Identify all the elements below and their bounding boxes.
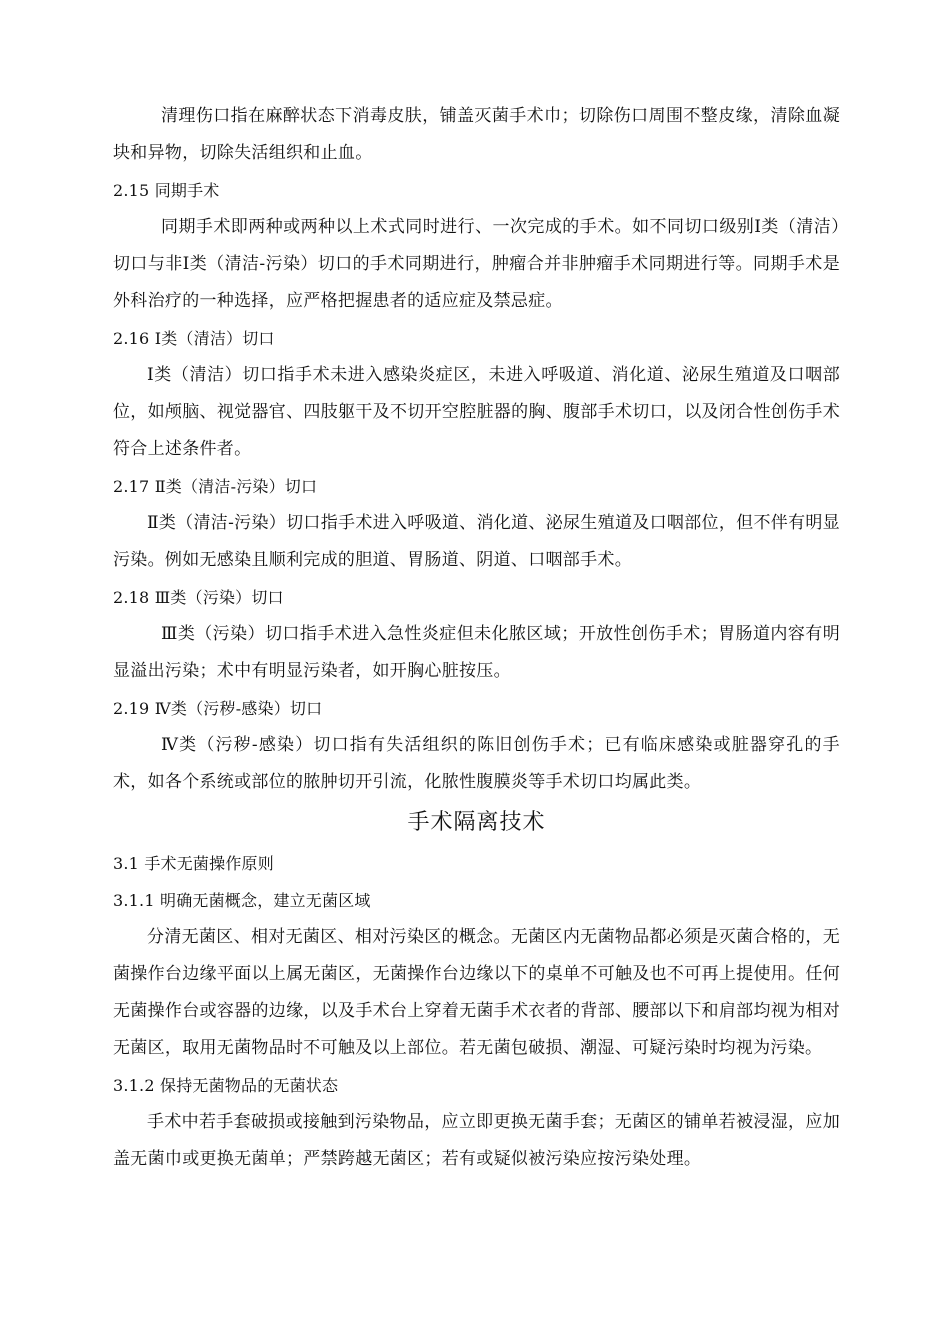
section-title: 手术隔离技术 <box>407 810 546 835</box>
heading-2-15: 2.15 同期手术 <box>113 181 220 200</box>
heading-3-1: 3.1 手术无菌操作原则 <box>113 854 274 873</box>
heading-2-16: 2.16 Ⅰ类（清洁）切口 <box>113 329 275 348</box>
heading-2-18: 2.18 Ⅲ类（污染）切口 <box>113 588 284 607</box>
heading-2-17: 2.17 Ⅱ类（清洁-污染）切口 <box>113 477 318 496</box>
document-page <box>113 98 840 1178</box>
heading-2-19: 2.19 Ⅳ类（污秽-感染）切口 <box>113 699 323 718</box>
paragraph-class-2-incision: Ⅱ类（清洁-污染）切口指手术进入呼吸道、消化道、泌尿生殖道及口咽部位，但不伴有明显污染。例如无感染且顺利完成的胆道、胃肠道、阴道、口咽部手术。 <box>113 513 840 570</box>
paragraph-simultaneous-surgery: 同期手术即两种或两种以上术式同时进行、一次完成的手术。如不同切口级别Ⅰ类（清洁）切口与非Ⅰ类（清洁-污染）切口的手术同期进行，肿瘤合并非肿瘤手术同期进行等。同期手术是外科治疗的一种选择，应严格把握患者的适应症及禁忌症。 <box>113 217 840 311</box>
paragraph-class-1-incision: Ⅰ类（清洁）切口指手术未进入感染炎症区，未进入呼吸道、消化道、泌尿生殖道及口咽部位，如颅脑、视觉器官、四肢躯干及不切开空腔脏器的胸、腹部手术切口，以及闭合性创伤手术符合上述条件者。 <box>113 365 840 459</box>
heading-3-1-2: 3.1.2 保持无菌物品的无菌状态 <box>113 1076 339 1095</box>
paragraph-class-3-incision: Ⅲ类（污染）切口指手术进入急性炎症但未化脓区域；开放性创伤手术；胃肠道内容有明显溢出污染；术中有明显污染者，如开胸心脏按压。 <box>113 624 840 681</box>
heading-3-1-1: 3.1.1 明确无菌概念，建立无菌区域 <box>113 891 371 910</box>
paragraph-sterile-concept: 分清无菌区、相对无菌区、相对污染区的概念。无菌区内无菌物品都必须是灭菌合格的，无菌操作台边缘平面以上属无菌区，无菌操作台边缘以下的桌单不可触及也不可再上提使用。任何无菌操作台或容器的边缘，以及手术台上穿着无菌手术衣者的背部、腰部以下和肩部均视为相对无菌区，取用无菌物品时不可触及以上部位。若无菌包破损、潮湿、可疑污染时均视为污染。 <box>113 927 840 1058</box>
paragraph-class-4-incision: Ⅳ类（污秽-感染）切口指有失活组织的陈旧创伤手术；已有临床感染或脏器穿孔的手术，如各个系统或部位的脓肿切开引流，化脓性腹膜炎等手术切口均属此类。 <box>113 735 840 792</box>
paragraph-keep-sterile: 手术中若手套破损或接触到污染物品，应立即更换无菌手套；无菌区的铺单若被浸湿，应加盖无菌巾或更换无菌单；严禁跨越无菌区；若有或疑似被污染应按污染处理。 <box>113 1112 840 1169</box>
paragraph-wound-cleaning: 清理伤口指在麻醉状态下消毒皮肤，铺盖灭菌手术巾；切除伤口周围不整皮缘，清除血凝块和异物，切除失活组织和止血。 <box>113 106 840 163</box>
